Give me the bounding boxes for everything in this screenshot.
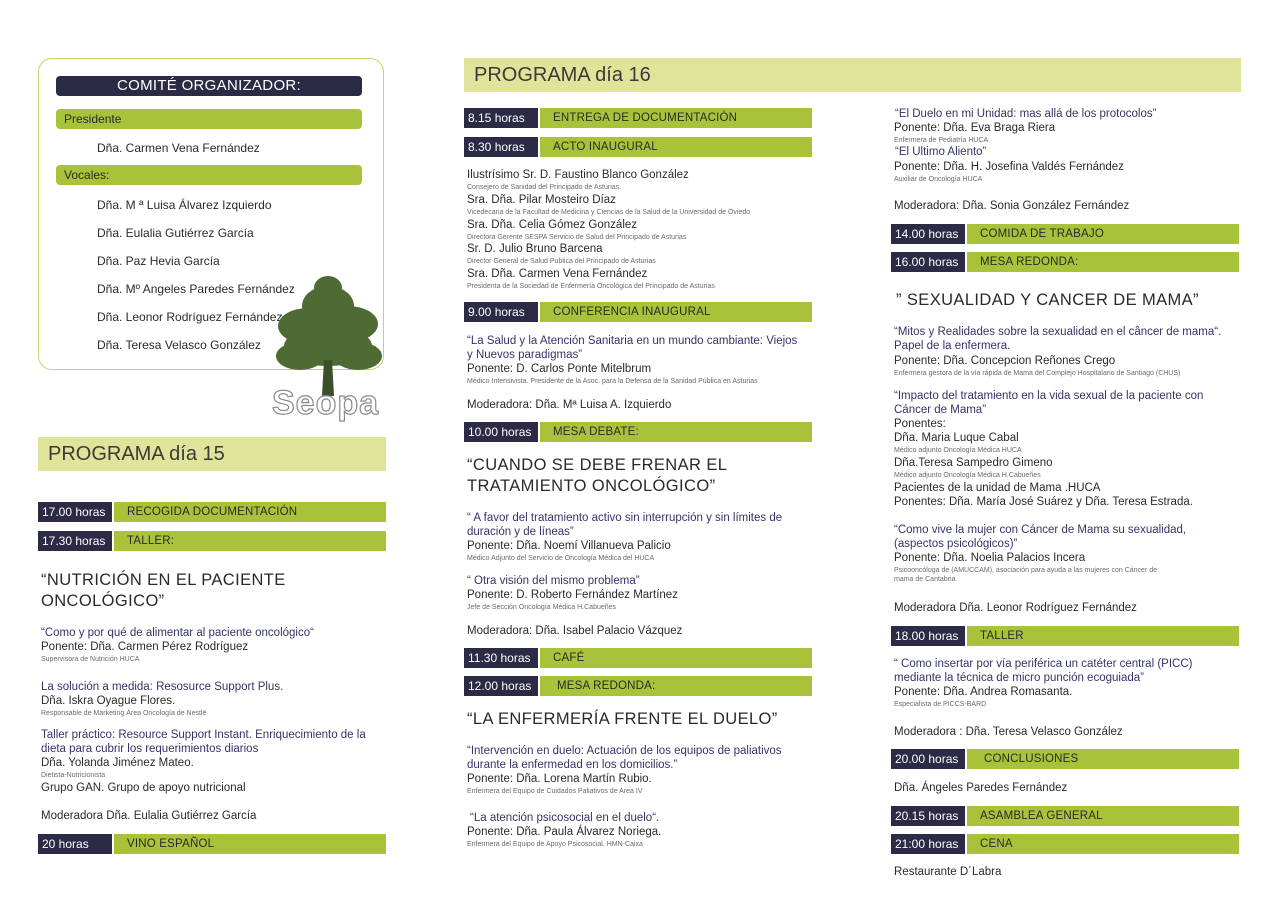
schedule-bar — [891, 224, 1239, 244]
bar-time: 12.00 horas — [464, 676, 538, 696]
talk-ponente: Ponente: D. Carlos Ponte Mitelbrum — [467, 363, 652, 375]
talk-title: “ Como insertar por vía periférica un catéter central (PICC) — [894, 658, 1193, 670]
talk-title: “Intervención en duelo: Actuación de los equipos de paliativos — [467, 745, 782, 757]
bar-label: CAFÉ — [540, 648, 812, 668]
talk-title: “ Otra visión del mismo problema” — [467, 575, 640, 587]
talk-ponente: Ponentes: — [894, 418, 946, 430]
talk-ponente: Ponente: Dña. Concepcion Reñones Crego — [894, 355, 1116, 367]
moderadora: Moderadora: Dña. Isabel Palacio Vázquez — [467, 625, 683, 637]
duelo-title: “LA ENFERMERÍA FRENTE EL DUELO” — [467, 710, 778, 728]
schedule-bar — [464, 302, 812, 322]
talk-ponente: Ponente: Dña. Andrea Romasanta. — [894, 686, 1073, 698]
talk-affiliation: Enfermera del Equipo de Cuidados Paliativos de Area IV — [467, 788, 643, 795]
guest-role: Director General de Salud Publica del Principado de Asturias — [467, 258, 656, 265]
schedule-bar — [891, 806, 1239, 826]
talk-affiliation: Enfermera del Equipo de Apoyo Psicosocial. HMN-Caixa — [467, 841, 643, 848]
bar-time: 20.00 horas — [891, 749, 965, 769]
talk-ponente: Dña. Yolanda Jiménez Mateo. — [41, 757, 194, 769]
talk-title: duración y de líneas” — [467, 526, 574, 538]
taller-title: “NUTRICIÓN EN EL PACIENTE — [41, 571, 286, 589]
moderadora: Moderadora: Dña. Mª Luisa A. Izquierdo — [467, 399, 672, 411]
moderadora: Moderadora Dña. Leonor Rodríguez Fernández — [894, 602, 1137, 614]
bar-time: 20.15 horas — [891, 806, 965, 826]
bar-label: ASAMBLEA GENERAL — [967, 806, 1239, 826]
talk-title: “La atención psicosocial en el duelo“. — [470, 812, 660, 824]
talk-ponente: Ponente: Dña. Noemí Villanueva Palicio — [467, 540, 671, 552]
talk-ponente: Ponente: Dña. Noelia Palacios Incera — [894, 552, 1086, 564]
guest-name: Ilustrísimo Sr. D. Faustino Blanco González — [467, 169, 689, 181]
talk-title: “Impacto del tratamiento en la vida sexual de la paciente con — [894, 390, 1204, 402]
vocal-item: Dña. M ª Luisa Álvarez Izquierdo — [97, 198, 272, 212]
bar-time: 17.00 horas — [38, 502, 112, 522]
talk-ponente: Dña. Maria Luque Cabal — [894, 432, 1019, 444]
guest-role: Presidenta de la Sociedad de Enfermería Oncológica del Principado de Asturias — [467, 283, 715, 290]
vocales-label: Vocales: — [56, 165, 362, 185]
guest-name: Sra. Dña. Celia Gómez González — [467, 219, 638, 231]
bar-time: 17.30 horas — [38, 531, 112, 551]
talk-ponente: Ponente: D. Roberto Fernández Martínez — [467, 589, 678, 601]
vocal-item: Dña. Leonor Rodríguez Fernández — [97, 310, 283, 324]
guest-name: Sra. Dña. Pilar Mosteiro Díaz — [467, 194, 616, 206]
bar-time: 14.00 horas — [891, 224, 965, 244]
bar-label: CENA — [967, 834, 1239, 854]
bar-label: TALLER — [967, 626, 1239, 646]
vocal-item: Dña. Eulalia Gutiérrez García — [97, 226, 254, 240]
talk-ponente: Ponente: Dña. Eva Braga Riera — [894, 122, 1056, 134]
moderadora: Moderadora Dña. Eulalia Gutiérrez García — [41, 810, 257, 822]
talk-title: y Nuevos paradigmas” — [467, 349, 583, 361]
bar-label: CONCLUSIONES — [967, 749, 1239, 769]
bar-time: 18.00 horas — [891, 626, 965, 646]
moderadora: Moderadora: Dña. Sonia González Fernández — [894, 200, 1130, 212]
bar-label: TALLER: — [114, 531, 386, 551]
schedule-bar — [891, 834, 1239, 854]
talk-title: durante la enfermedad en los domicilios.” — [467, 759, 678, 771]
talk-ponente: Ponente: Dña. Carmen Pérez Rodríguez — [41, 641, 249, 653]
svg-text:Seopa: Seopa — [272, 384, 380, 422]
vocal-item: Dña. Paz Hevia García — [97, 254, 220, 268]
talk-affiliation: Auxiliar de Oncología HUCA — [894, 176, 983, 183]
talk-affiliation: Psicooncóloga de (AMUCCAM), asociación para ayuda a las mujeres con Cáncer de — [894, 567, 1158, 574]
talk-affiliation: Supervisora de Nutrición HUCA — [41, 656, 140, 663]
bar-time: 10.00 horas — [464, 422, 538, 442]
talk-affiliation: Médico adjunto Oncología Médica H.Cabueñes — [894, 472, 1041, 479]
talk-title: “ A favor del tratamiento activo sin interrupción y sin límites de — [467, 512, 783, 524]
bar-time: 21:00 horas — [891, 834, 965, 854]
talk-affiliation: Enfermera de Pediatría HUCA — [894, 137, 989, 144]
talk-ponente: Dña.Teresa Sampedro Gimeno — [894, 457, 1053, 469]
schedule-bar — [464, 648, 812, 668]
talk-affiliation: Dietista-Nutricionista — [41, 772, 106, 779]
talk-affiliation: mama de Cantabria — [894, 576, 956, 583]
bar-label: MESA REDONDA: — [540, 676, 812, 696]
taller-title: ONCOLÓGICO” — [41, 592, 165, 610]
schedule-bar — [464, 108, 812, 128]
guest-role: Consejero de Sanidad del Principado de Asturias. — [467, 184, 622, 191]
bar-time: 8.30 horas — [464, 137, 538, 157]
schedule-bar — [38, 502, 386, 522]
talk-ponente: Pacientes de la unidad de Mama .HUCA — [894, 482, 1101, 494]
bar-label: MESA REDONDA: — [967, 252, 1239, 272]
bar-label: CONFERENCIA INAUGURAL — [540, 302, 812, 322]
bar-label: RECOGIDA DOCUMENTACIÓN — [114, 502, 386, 522]
guest-name: Sra. Dña. Carmen Vena Fernández — [467, 268, 648, 280]
sexualidad-title: ” SEXUALIDAD Y CANCER DE MAMA” — [896, 291, 1199, 309]
talk-title: Papel de la enfermera. — [894, 340, 1011, 352]
schedule-bar — [891, 749, 1239, 769]
guest-role: Directora Gerente SESPA Servicio de Salud del Principado de Asturias — [467, 234, 687, 241]
talk-title: (aspectos psicológicos)” — [894, 538, 1018, 550]
presidente-name: Dña. Carmen Vena Fernández — [97, 141, 260, 155]
bar-label: COMIDA DE TRABAJO — [967, 224, 1239, 244]
bar-time: 9.00 horas — [464, 302, 538, 322]
schedule-bar — [891, 626, 1239, 646]
schedule-bar — [464, 137, 812, 157]
schedule-bar — [891, 252, 1239, 272]
talk-title: “Mitos y Realidades sobre la sexualidad en el câncer de mama“. — [894, 326, 1222, 338]
bar-time: 16.00 horas — [891, 252, 965, 272]
bar-label: VINO ESPAÑOL — [114, 834, 386, 854]
talk-title: Cáncer de Mama” — [894, 404, 987, 416]
talk-ponente: Ponente: Dña. Lorena Martín Rubio. — [467, 773, 652, 785]
schedule-bar — [464, 676, 812, 696]
seopa-logo — [270, 270, 386, 426]
programa-dia15-header: PROGRAMA día 15 — [38, 437, 386, 471]
talk-ponente: Ponente: Dña. H. Josefina Valdés Fernández — [894, 161, 1124, 173]
conclusiones-speaker: Dña. Ángeles Paredes Fernández — [894, 782, 1068, 794]
talk-affiliation: Enfermera gestora de la vía rápida de Mama del Complejo Hospitalario de Santiago (CHUS) — [894, 370, 1181, 377]
programa-dia16-header: PROGRAMA día 16 — [464, 58, 1241, 92]
talk-group: Grupo GAN. Grupo de apoyo nutricional — [41, 782, 246, 794]
vocal-item: Dña. Teresa Velasco González — [97, 338, 261, 352]
talk-title: “El Ultimo Aliento” — [895, 146, 987, 158]
talk-affiliation: Jefe de Sección Oncología Médica H.Cabueñes — [467, 604, 617, 611]
comite-title: COMITÉ ORGANIZADOR: — [56, 76, 362, 96]
debate-title: TRATAMIENTO ONCOLÓGICO” — [467, 477, 716, 495]
talk-title: “El Duelo en mi Unidad: mas allá de los protocolos” — [895, 108, 1157, 120]
bar-time: 20 horas — [38, 834, 112, 854]
presidente-label: Presidente — [56, 109, 362, 129]
guest-name: Sr. D. Julio Bruno Barcena — [467, 243, 603, 255]
bar-label: MESA DEBATE: — [540, 422, 812, 442]
talk-affiliation: Médico Intensivista. Presidente de la Asoc. para la Defensa de la Sanidad Pública en Asturias — [467, 378, 758, 385]
schedule-bar — [38, 531, 386, 551]
bar-time: 8.15 horas — [464, 108, 538, 128]
bar-label: ACTO INAUGURAL — [540, 137, 812, 157]
talk-title: “Como y por qué de alimentar al paciente oncológico“ — [41, 627, 314, 639]
schedule-bar — [464, 422, 812, 442]
debate-title: “CUANDO SE DEBE FRENAR EL — [467, 456, 728, 474]
schedule-bar — [38, 834, 386, 854]
talk-ponente: Ponentes: Dña. María José Suárez y Dña. Teresa Estrada. — [894, 496, 1193, 508]
talk-title: Taller práctico: Resource Support Instant. Enriquecimiento de la — [41, 729, 366, 741]
talk-ponente: Dña. Iskra Oyague Flores. — [41, 695, 176, 707]
talk-title: dieta para cubrir los requerimientos diarios — [41, 743, 259, 755]
talk-affiliation: Responsable de Marketing Área Oncología de Nestlé — [41, 710, 207, 717]
guest-role: Vicedecana de la Facultad de Medicina y Ciencias de la Salud de la Universidad de Oviedo — [467, 209, 751, 216]
bar-label: ENTREGA DE DOCUMENTACIÓN — [540, 108, 812, 128]
bar-time: 11.30 horas — [464, 648, 538, 668]
talk-title: “Como vive la mujer con Cáncer de Mama su sexualidad, — [894, 524, 1187, 536]
talk-title: La solución a medida: Resosurce Support Plus. — [41, 681, 284, 693]
vocal-item: Dña. Mº Angeles Paredes Fernández — [97, 282, 295, 296]
restaurant: Restaurante D´Labra — [894, 866, 1002, 878]
talk-affiliation: Médico Adjunto del Servicio de Oncología Médica del HUCA — [467, 555, 655, 562]
talk-ponente: Ponente: Dña. Paula Álvarez Noriega. — [467, 826, 662, 838]
talk-title: mediante la técnica de micro punción ecoguiada” — [894, 672, 1144, 684]
talk-title: “La Salud y la Atención Sanitaria en un mundo cambiante: Viejos — [467, 335, 798, 347]
talk-affiliation: Médico adjunto Oncología Médica HUCA — [894, 447, 1022, 454]
moderadora: Moderadora : Dña. Teresa Velasco González — [894, 726, 1123, 738]
talk-affiliation: Especialista de PICCS-BARD — [894, 701, 987, 708]
